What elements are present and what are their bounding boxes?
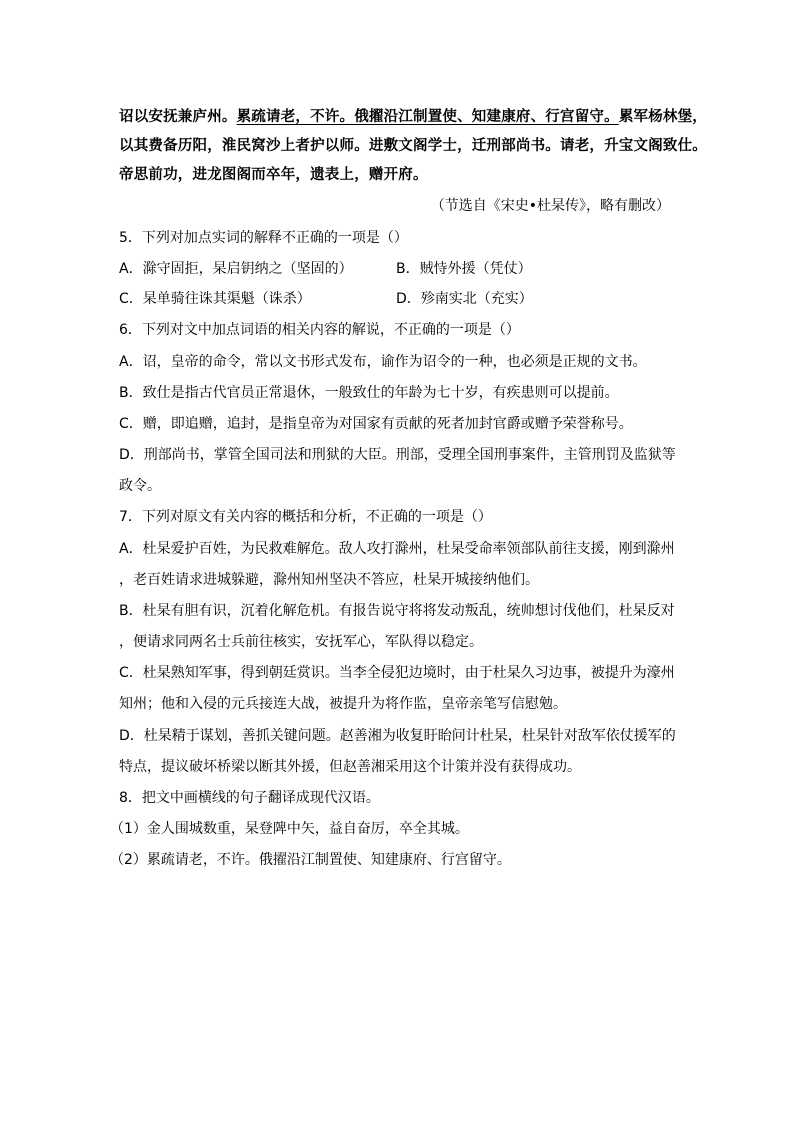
- passage-line: 以其费备历阳，淮民窝沙上者护以师。进敷文阁学士，迁刑部尚书。请老，升宝文阁致仕。: [119, 137, 707, 154]
- option-d: D．杜杲精于谋划，善抓关键问题。赵善湘为收复盱眙问计杜杲，杜杲针对敌军依仗援军的: [119, 728, 676, 744]
- option-a: A．诏，皇帝的命令，常以文书形式发布，谕作为诏令的一种，也必须是正规的文书。: [119, 354, 647, 370]
- option-b: B．杜杲有胆有识，沉着化解危机。有报告说守将将发动叛乱，统帅想讨伐他们，杜杲反对: [119, 603, 675, 619]
- option-c: C．赠，即追赠，追封，是指皇帝为对国家有贡献的死者加封官爵或赠予荣誉称号。: [119, 416, 633, 432]
- passage-text: 诏以安抚兼庐州。: [119, 108, 237, 125]
- passage-text: 累军杨林堡，: [618, 108, 708, 125]
- option-b: B．致仕是指古代官员正常退休，一般致仕的年龄为七十岁，有疾患则可以提前。: [119, 385, 619, 401]
- option-a-continued: ，老百姓请求进城躲避，滁州知州坚决不答应，杜杲开城接纳他们。: [119, 572, 539, 588]
- source-citation: （节选自《宋史•杜杲传》，略有删改）: [430, 198, 670, 214]
- translation-item-2: （2）累疏请老，不许。俄擢沿江制置使、知建康府、行宫留守。: [110, 852, 511, 868]
- option-a: A．滁守固拒，杲启钥纳之（坚固的）: [119, 261, 353, 277]
- translation-item-1: （1）金人围城数重，杲登陴中矢，益自奋厉，卒全其城。: [110, 821, 469, 837]
- classical-passage: [119, 102, 708, 189]
- option-b: B．贼恃外援（凭仗）: [396, 261, 532, 277]
- question-8-stem: 8．把文中画横线的句子翻译成现代汉语。: [119, 790, 380, 806]
- option-b-continued: ，便请求同两名士兵前往核实，安抚军心，军队得以稳定。: [119, 634, 483, 650]
- option-c: C．杜杲熟知军事，得到朝廷赏识。当李全侵犯边境时，由于杜杲久习边事，被提升为濠州: [119, 665, 675, 681]
- passage-line: 帝思前功，进龙图阁而卒年，遗表上，赠开府。: [119, 166, 428, 183]
- option-c-continued: 知州；他和入侵的元兵接连大战，被提升为将作监，皇帝亲笔写信慰勉。: [119, 696, 567, 712]
- option-a: A．杜杲爱护百姓，为民救难解危。敌人攻打滁州，杜杲受命率领部队前往支援，刚到滁州: [119, 541, 675, 557]
- option-c: C．杲单骑往诛其渠魁（诛杀）: [119, 291, 311, 307]
- underlined-sentence: 累疏请老，不许。俄擢沿江制置使、知建康府、行宫留守。: [236, 108, 619, 125]
- option-d-continued: 特点，提议破坏桥梁以断其外援，但赵善湘采用这个计策并没有获得成功。: [119, 759, 581, 775]
- question-5-stem: 5．下列对加点实词的解释不正确的一项是（）: [119, 230, 408, 246]
- option-d-continued: 政令。: [119, 478, 161, 494]
- option-d: D．殄南实北（充实）: [396, 291, 533, 307]
- question-6-stem: 6．下列对文中加点词语的相关内容的解说，不正确的一项是（）: [119, 322, 520, 338]
- passage-line: [119, 102, 708, 131]
- question-7-stem: 7．下列对原文有关内容的概括和分析，不正确的一项是（）: [119, 509, 492, 525]
- option-d: D．刑部尚书，掌管全国司法和刑狱的大臣。刑部，受理全国刑事案件，主管刑罚及监狱等: [119, 447, 676, 463]
